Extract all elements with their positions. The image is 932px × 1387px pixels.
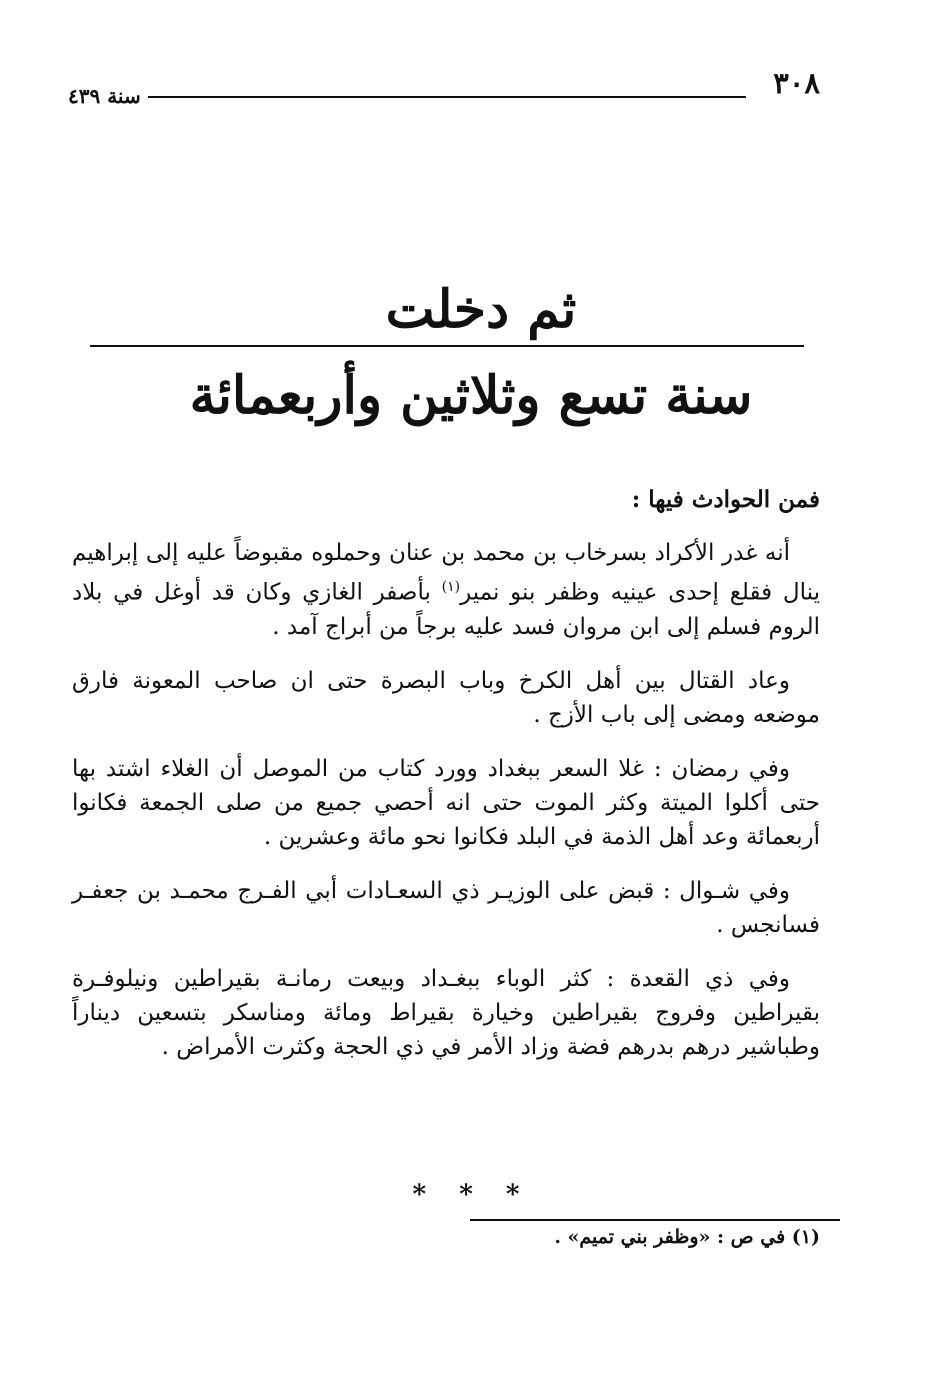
title-rule	[90, 345, 804, 347]
footnote-marker[interactable]: (١)	[441, 579, 461, 595]
footnote-rule	[470, 1219, 840, 1221]
page-number: ٣٠٨	[773, 66, 820, 100]
section-lead: فمن الحوادث فيها :	[631, 486, 820, 513]
paragraph: وفي رمضان : غلا السعر ببغداد وورد كتاب من الموصل أن الغلاء اشتد بها حتى أكلوا الميتة وكثر الموت حتى انه أحصي جميع من صلى الجمعة فكانوا أربعمائة وعد أهل الذمة في البلد فكانوا نحو مائة وعشرين .	[72, 755, 820, 850]
paragraph-text: بأصفر الغازي وكان قد أوغل في بلاد الروم فسلم إلى ابن مروان فسد عليه برجاً من أبراج آمد .	[72, 579, 820, 640]
paragraph: وفي ذي القعدة : كثر الوباء ببغـداد وبيعت رمانـة بقيراطين ونيلوفـرة بقيراطين وفروج بقيراطين وخيارة بقيراط ومائة ومناسكر بتسعين ديناراً وطباشير درهم بدرهم فضة وزاد الأمر في ذي الحجة وكثرت الأمراض .	[72, 965, 820, 1060]
paragraph: وفي شـوال : قبض على الوزيـر ذي السعـادات أبي الفـرج محمـد بن جعفـر فسانجس .	[72, 877, 820, 938]
running-title: سنة ٤٣٩	[68, 84, 141, 108]
paragraph: وعاد القتال بين أهل الكرخ وباب البصرة حتى ان صاحب المعونة فارق موضعه ومضى إلى باب الأزج .	[72, 667, 820, 728]
paragraph-text: أنه غدر الأكراد بسرخاب بن محمد بن عنان وحملوه مقبوضاً عليه إلى إبراهيم ينال فقلع إحدى عينيه وظفر بنو نمير	[72, 540, 820, 606]
header-rule	[148, 96, 746, 98]
chapter-title-line2: سنة تسع وثلاثين وأربعمائة	[189, 365, 753, 426]
section-ornament: * * *	[412, 1180, 532, 1210]
paragraph	[72, 536, 820, 644]
body-text	[72, 536, 820, 1084]
chapter-title-line1: ثم دخلت	[385, 279, 577, 340]
footnote: (١) في ص : «وظفر بني تميم» .	[554, 1226, 820, 1248]
